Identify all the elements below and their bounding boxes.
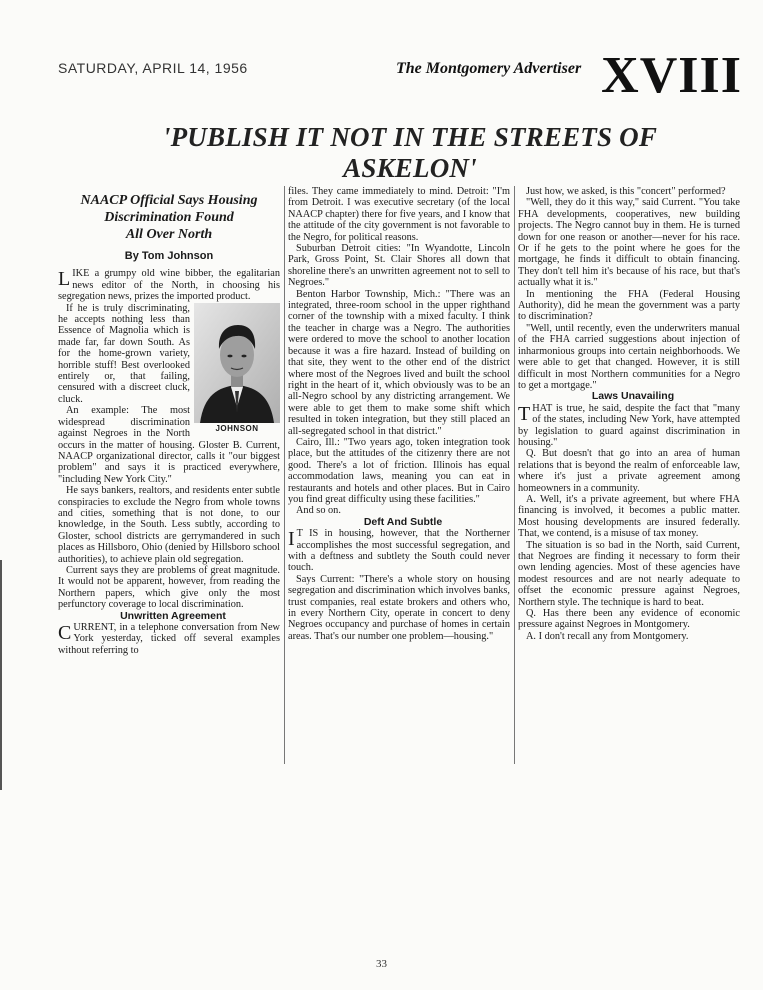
portrait-image	[194, 303, 280, 423]
paragraph: The situation is so bad in the North, said Current, that Negroes are finding it necessary to form their own lending agencies. Most of these agencies have modest resources and are not nearly adequate to offset the economic pressure against Negroes, Northern style. The technique is hard to beat.	[518, 539, 740, 608]
paragraph: In mentioning the FHA (Federal Housing Authority), did he mean the government was a party to discrimination?	[518, 288, 740, 323]
paragraph: Cairo, Ill.: "Two years ago, token integration took place, but the attitudes of the citizenry there are not good. There's a lot of friction. Illinois has equal accommodation laws, meaning you can eat in restaurants and hotels and other places. But in Cairo you find great difficulty using these facilities."	[288, 436, 510, 505]
page-number: 33	[376, 958, 387, 970]
paragraph: Says Current: "There's a whole story on housing segregation and discrimination which involves banks, trust companies, real estate brokers and others who, in every Northern City, operate in concert to deny Negroes occupancy and purchase of homes in certain areas. That's our number one problem—housing."	[288, 573, 510, 642]
drop-cap: L	[58, 268, 71, 291]
kicker-line: NAACP Official Says Housing	[80, 193, 258, 208]
paragraph-text: If he is truly discriminating, he accepts nothing less than Essence of Magnolia which is made far, far down South. As for the home-grown variety, horrible stuff! Best overlooked entirely or, that failing, censured with a discreet cluck, cluck.	[58, 302, 190, 405]
newspaper-masthead: The Montgomery Advertiser	[396, 60, 582, 77]
scan-edge-mark	[0, 560, 2, 790]
drop-cap: C	[58, 622, 72, 644]
subhead: Laws Unavailing	[591, 390, 675, 403]
paragraph: A. Well, it's a private agreement, but where FHA financing is involved, it becomes a public matter. Most housing developments are insured federally. That, we contend, is a misuse of tax money.	[518, 493, 740, 540]
lede-paragraph	[58, 268, 280, 302]
paragraph-text: IKE a grumpy old wine bibber, the egalitarian news editor of the North, in choosing his segregation news, prizes the imported product.	[58, 268, 280, 303]
article-kicker	[58, 192, 280, 243]
paragraph: A. I don't recall any from Montgomery.	[526, 630, 689, 642]
article-column-1	[58, 186, 280, 764]
section-numeral: XVIII	[601, 47, 742, 104]
column-rule	[284, 186, 285, 764]
byline: By Tom Johnson	[124, 250, 214, 262]
paragraph-text: HAT is true, he said, despite the fact that "many of the states, including New York, have attempted by legislation to guard against discrimination in housing."	[518, 402, 740, 448]
paragraph	[58, 622, 280, 656]
author-photo	[194, 303, 280, 434]
subhead: Deft And Subtle	[363, 515, 443, 528]
paragraph: Just how, we asked, is this "concert" performed?	[526, 186, 726, 197]
paragraph: Q. But doesn't that go into an area of human relations that is beyond the realm of enforceable law, where it's just a private agreement among homeowners in a community.	[518, 448, 740, 494]
paragraph: Benton Harbor Township, Mich.: "There was an integrated, three-room school in the upper righthand corner of the township with a mixed faculty. I think the teacher in charge was a Negro. The authorities were ordered to move the school to another location because it was a fire hazard. Instead of building on that site, they went to the other end of the district where most of the Negroes lived and built the school right in the heart of it, which obviously was to be an all-Negro school by any districting arrangement. We were able to get them to make some shift which resulted in token integration, but they still placed an all-segregated school in that district."	[288, 288, 510, 437]
paragraph	[58, 302, 280, 433]
photo-caption: JOHNSON	[215, 423, 259, 433]
issue-date: SATURDAY, APRIL 14, 1956	[58, 60, 248, 76]
subhead: Unwritten Agreement	[120, 609, 226, 622]
kicker-line: All Over North	[125, 227, 213, 242]
paragraph	[288, 528, 510, 574]
paragraph: And so on.	[296, 505, 341, 517]
page-header	[58, 47, 746, 112]
drop-cap: T	[518, 402, 531, 425]
paragraph: He says bankers, realtors, and residents enter subtle conspiracies to exclude the Negro from whole towns and cities, something that is not done, to our knowledge, in the South. Less subtly, according to Gloster, school districts are gerrymandered in such places as Hillsboro, Ohio (denied by Hillsboro school authorities), to achieve plain old segregation.	[58, 485, 280, 565]
paragraph: "Well, until recently, even the underwriters manual of the FHA carried suggestions about injection of inharmonious groups into certain neighborhoods. We were able to get that changed. However, it is still difficult in most Northern communities for a Negro to get a mortgage."	[518, 322, 740, 391]
paragraph: An example: The most widespread discrimination against Negroes in the North occurs in the matter of housing. Gloster B. Current, NAACP organizational director, calls it "our biggest problem" and says it is practiced everywhere, "including New York City."	[58, 405, 280, 485]
paragraph	[518, 403, 740, 449]
paragraph: Suburban Detroit cities: "In Wyandotte, Lincoln Park, Gross Point, St. Clair Shores all down that shoreline there's an unwritten agreement not to sell to Negroes."	[288, 243, 510, 289]
paragraph-text: T IS in housing, however, that the Northerner accomplishes the most successful segregation, and with a deftness and subtlety the South could never touch.	[288, 528, 510, 574]
column-rule	[514, 186, 515, 764]
article-column-2	[288, 186, 510, 764]
paragraph-text: URRENT, in a telephone conversation from New York yesterday, ticked off several examples without referring to	[58, 622, 280, 656]
paragraph: Current says they are problems of great magnitude. It would not be apparent, however, from reading the Northern papers, which give only the most perfunctory coverage to local discrimination.	[58, 564, 280, 611]
article-column-3	[518, 186, 740, 764]
kicker-line: Discrimination Found	[104, 210, 234, 225]
drop-cap: I	[288, 528, 295, 551]
page-headline: 'PUBLISH IT NOT IN THE STREETS OF ASKELON'	[162, 122, 658, 183]
paragraph: Q. Has there been any evidence of economic pressure against Negroes in Montgomery.	[518, 608, 740, 631]
paragraph: files. They came immediately to mind. Detroit: "I'm from Detroit. I was executive secretary (of the local NAACP chapter) there for five years, and I know that the attitude of the city government is not favorable to the Negro, for political reasons.	[288, 186, 510, 243]
paragraph: "Well, they do it this way," said Current. "You take FHA developments, cooperatives, new building projects. The Negro cannot buy in them. He is turned down for one reason or another—never for his race. Or if he gets to the point where he goes for the mortgage, he finds it difficult to obtain financing. They don't tell him it's because of his race, but that's actually what it is."	[518, 197, 740, 289]
